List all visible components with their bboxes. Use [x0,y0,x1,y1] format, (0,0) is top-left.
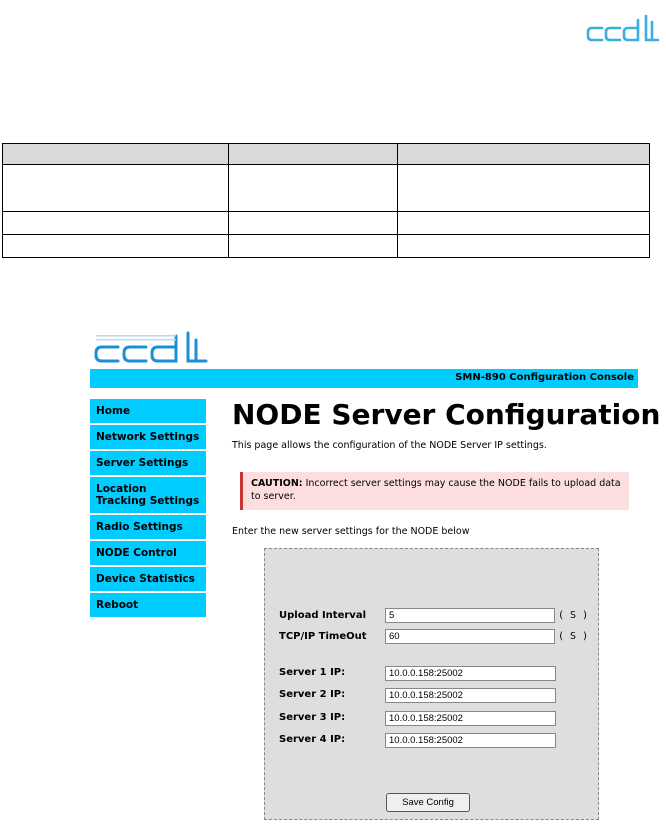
server-2-ip-label: Server 2 IP: [279,689,346,700]
console-title-bar [90,369,638,388]
sidebar-item-network-settings[interactable]: Network Settings [90,425,206,449]
server-2-ip-input[interactable] [385,688,556,703]
server-4-ip-label: Server 4 IP: [279,734,346,745]
caution-text: Incorrect server settings may cause the NODE fails to upload data to server. [251,478,621,502]
cadl-logo-icon [92,330,210,366]
upload-interval-unit: ( S ) [558,610,589,621]
upload-interval-input[interactable] [385,608,555,623]
table-row [3,165,650,212]
sidebar-nav [90,399,206,619]
table-row [3,235,650,258]
sidebar-item-location-tracking-settings[interactable]: Location Tracking Settings [90,477,206,513]
tcp-timeout-unit: ( S ) [558,631,589,642]
table-row [3,212,650,235]
save-config-button[interactable]: Save Config [386,793,470,812]
page-title: NODE Server Configuration [232,398,661,431]
table-header-row [3,144,650,165]
cadl-logo-icon [586,14,660,44]
sidebar-item-server-settings[interactable]: Server Settings [90,451,206,475]
sidebar-item-reboot[interactable]: Reboot [90,593,206,617]
upload-interval-label: Upload Interval [279,610,366,621]
sidebar-item-node-control[interactable]: NODE Control [90,541,206,565]
server-3-ip-input[interactable] [385,711,556,726]
caution-label: CAUTION: [251,478,303,489]
server-1-ip-input[interactable] [385,666,556,681]
caution-box [240,472,629,510]
sidebar-item-radio-settings[interactable]: Radio Settings [90,515,206,539]
sidebar-item-home[interactable]: Home [90,399,206,423]
sidebar-item-device-statistics[interactable]: Device Statistics [90,567,206,591]
server-3-ip-label: Server 3 IP: [279,712,346,723]
console-title: SMN-890 Configuration Console [455,372,634,383]
tcp-timeout-label: TCP/IP TimeOut [279,631,367,642]
instructions-text: Enter the new server settings for the NODE below [232,526,470,537]
page-intro-text: This page allows the configuration of the NODE Server IP settings. [232,440,547,451]
server-1-ip-label: Server 1 IP: [279,667,346,678]
server-4-ip-input[interactable] [385,733,556,748]
document-table [2,143,650,258]
server-settings-form [264,548,599,820]
tcp-timeout-input[interactable] [385,629,555,644]
